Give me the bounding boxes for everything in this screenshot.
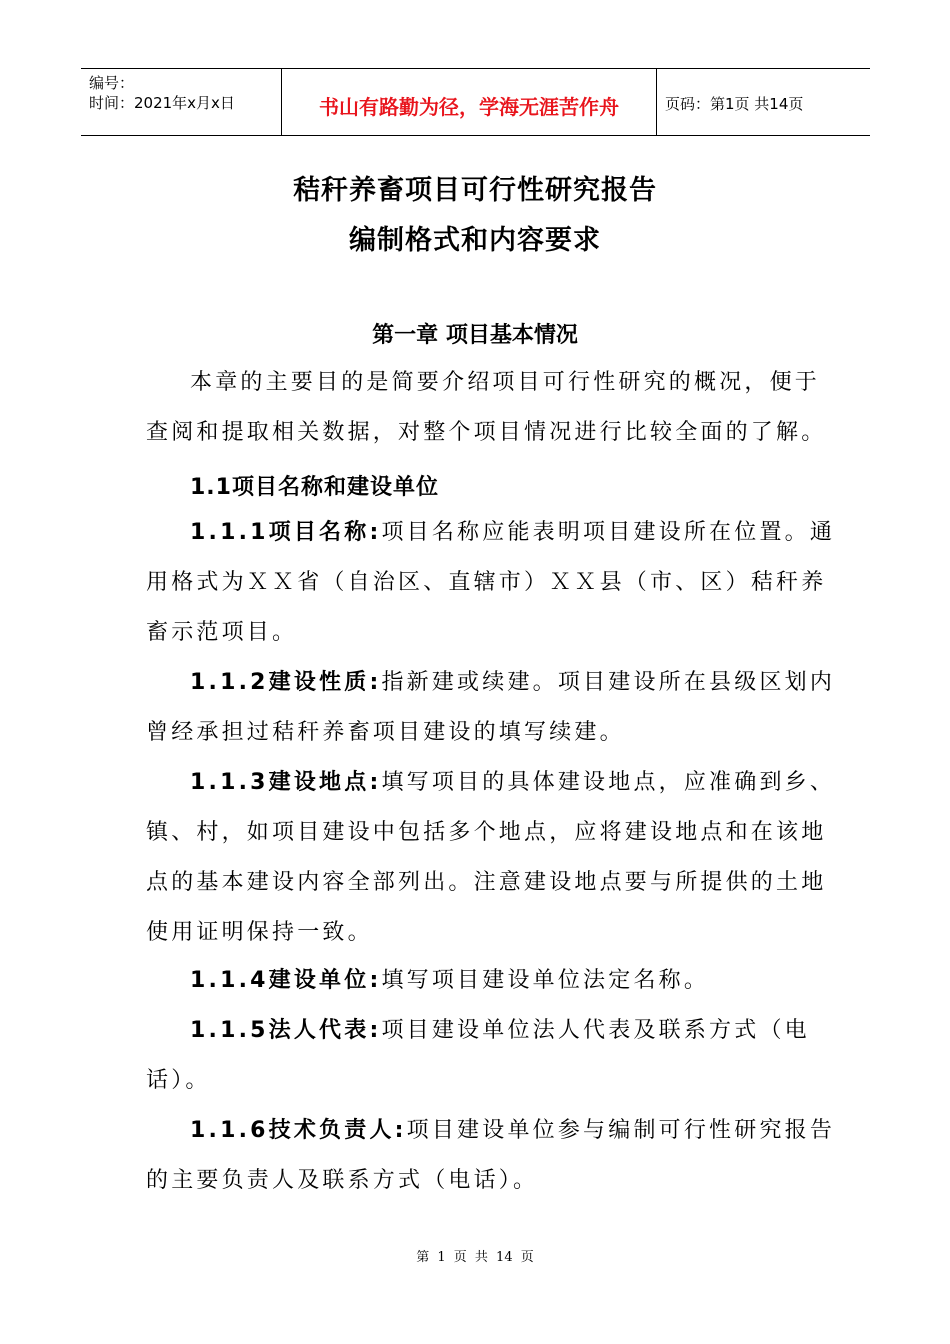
intro-paragraph: 本章的主要目的是简要介绍项目可行性研究的概况，便于查阅和提取相关数据，对整个项目情况进行比较全面的了解。 [146, 370, 827, 445]
header-page-info: 页码：第1页 共14页 [665, 94, 804, 113]
doc-title-line2: 编制格式和内容要求 [349, 225, 601, 256]
time-label: 时间：2021年x月x日 [89, 94, 235, 112]
number-label: 编号： [89, 74, 135, 92]
item-text: 项目名称应能表明项目建设所在位置。通用格式为ＸＸ省（自治区、直辖市）ＸＸ县（市、区）秸秆养畜示范项目。 [146, 520, 836, 645]
item-project-name [146, 508, 836, 658]
item-construction-site [146, 758, 836, 958]
item-label: 1.1.6技术负责人: [190, 1118, 407, 1143]
item-technical-lead [146, 1106, 836, 1206]
header-motto: 书山有路勤为径，学海无涯苦作舟 [282, 69, 657, 135]
item-construction-unit [146, 956, 836, 1006]
item-legal-representative [146, 1006, 836, 1106]
item-label: 1.1.2建设性质: [190, 670, 382, 695]
item-label: 1.1.3建设地点: [190, 770, 382, 795]
doc-title-line1: 秸秆养畜项目可行性研究报告 [293, 175, 657, 206]
item-label: 1.1.5法人代表: [190, 1018, 382, 1043]
item-construction-nature [146, 658, 836, 758]
section-heading: 1.1项目名称和建设单位 [190, 475, 439, 500]
chapter-title: 第一章 项目基本情况 [372, 323, 578, 348]
item-text: 项目建设单位参与编制可行性研究报告的主要负责人及联系方式（电话）。 [146, 1118, 836, 1193]
item-text: 项目建设单位法人代表及联系方式（电话）。 [146, 1018, 810, 1093]
header-meta [81, 69, 282, 135]
page-footer: 第 1 页 共 14 页 [416, 1250, 534, 1265]
item-text: 填写项目建设单位法定名称。 [381, 968, 710, 993]
item-text: 指新建或续建。项目建设所在县级区划内曾经承担过秸秆养畜项目建设的填写续建。 [146, 670, 836, 745]
page-header [81, 68, 870, 136]
item-text: 填写项目的具体建设地点，应准确到乡、镇、村，如项目建设中包括多个地点，应将建设地点和在该地点的基本建设内容全部列出。注意建设地点要与所提供的土地使用证明保持一致。 [146, 770, 836, 945]
item-label: 1.1.4建设单位: [190, 968, 382, 993]
item-label: 1.1.1项目名称: [190, 520, 382, 545]
